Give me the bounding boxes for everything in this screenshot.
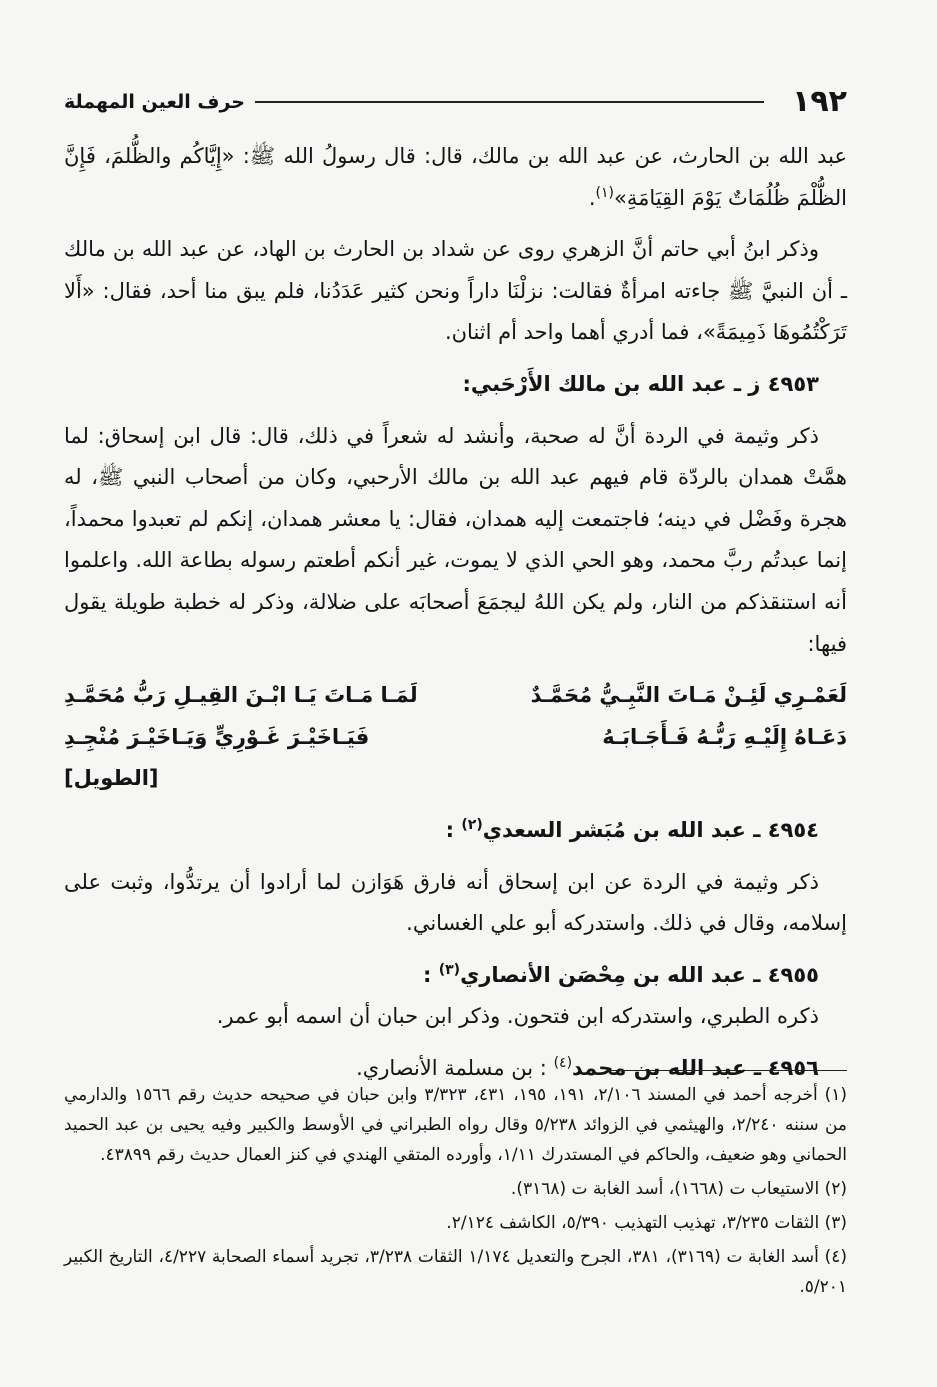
entry-title: ز ـ عبد الله بن مالك الأَرْحَبي: — [462, 371, 761, 396]
page-number: ١٩٢ — [792, 84, 847, 119]
footnote: (٢) الاستيعاب ت (١٦٦٨)، أسد الغابة ت (٣١٦٨). — [510, 1179, 847, 1199]
footnote: (٣) الثقات ٣/٢٣٥، تهذيب التهذيب ٥/٣٩٠، الكاشف ٢/١٢٤. — [446, 1213, 847, 1233]
running-head: حرف العين المهملة — [64, 90, 245, 113]
page-header — [64, 84, 847, 119]
header-rule — [255, 101, 764, 103]
entry-title: ـ عبد الله بن مُبَشر السعدي — [482, 817, 761, 842]
verse-first-hemistich: دَعَـاهُ إِلَيْـهِ رَبُّـهُ فَـأَجَـابَـهُ — [602, 724, 847, 749]
entry-heading: ٤٩٥٤ ـ عبد الله بن مُبَشر السعدي$^{(٢)}$ : — [445, 816, 819, 842]
verse-second-hemistich: لَمَـا مَـاتَ يَـا ابْـنَ القِيـلِ رَبُّ مُحَمَّـدِ — [64, 683, 418, 708]
footnote: (٤) أسد الغابة ت (٣١٦٩)، ٣٨١، الجرح والتعديل ١/١٧٤ الثقات ٣/٢٣٨، تجريد أسماء الصحابة ٤/٢٢٧، التاريخ الكبير ٥/٢٠١. — [64, 1247, 848, 1297]
poem — [64, 675, 847, 758]
entry-number: ٤٩٥٤ — [767, 817, 819, 842]
footnote-ref: (٤) — [553, 1054, 573, 1071]
entry-title: ـ عبد الله بن محمد — [572, 1055, 762, 1080]
paragraph: وذكر ابنُ أبي حاتم أنَّ الزهري روى عن شداد بن الحارث بن الهاد، عن عبد الله بن مالك ـ أن النبيَّ ﷺ جاءته امرأةٌ فقالت: نزلْنَا داراً ونحن كثير عَدَدُنا، فلم يبق منا أحد، فقال: «أَلا تَرَكْتُمُوهَا ذَمِيمَةً»، فما أدري أهما واحد أم اثنان. — [64, 237, 847, 345]
entry-heading — [64, 364, 847, 406]
entry-number: ٤٩٥٦ — [767, 1055, 819, 1080]
verse-first-hemistich: لَعَمْـرِي لَئِـنْ مَـاتَ النَّبِـيُّ مُحَمَّـدٌ — [530, 683, 847, 708]
footnote-ref: (٢) — [461, 816, 483, 833]
footnote-ref: (٣) — [438, 961, 461, 978]
paragraph: ذكر وثيمة في الردة عن ابن إسحاق أنه فارق هَوَازن لما أرادوا أن يرتدُّوا، وثبت على إسلامه، وقال في ذلك. واستدركه أبو علي الغساني. — [64, 869, 847, 936]
entry-heading: ٤٩٥٥ ـ عبد الله بن مِحْصَن الأنصاري$^{(٣)}$ : — [423, 961, 819, 987]
entry-heading: ٤٩٥٦ ـ عبد الله بن محمد$^{(٤)}$ : بن مسلمة الأنصاري. — [356, 1054, 819, 1080]
main-text — [64, 136, 847, 1099]
paragraph: ذكر وثيمة في الردة أنَّ له صحبة، وأنشد له شعراً في ذلك، قال: قال ابن إسحاق: لما همَّتْ همدان بالردّة قام فيهم عبد الله بن مالك الأرحبي، وكان من أصحاب النبي ﷺ، له هجرة وفَضْل في دينه؛ فاجتمعت إليه همدان، فقال: يا معشر همدان، إنكم لم تعبدوا محمداً، إنما عبدتُم ربَّ محمد، وهو الحي الذي لا يموت، غير أنكم أطعتم رسوله بطاعة الله. واعلموا أنه استنقذكم من النار، ولم يكن اللهُ ليجمَعَ أصحابَه على ضلالة، وذكر له خطبة طويلة يقول فيها: — [64, 423, 847, 656]
entry-number: ٤٩٥٥ — [767, 962, 819, 987]
paragraph: ذكره الطبري، واستدركه ابن فتحون. وذكر ابن حبان أن اسمه أبو عمر. — [216, 1004, 819, 1029]
footnote-ref: (١) — [595, 184, 614, 201]
verse-second-hemistich: فَيَـاخَيْـرَ غَـوْرِيٍّ وَيَـاخَيْـرَ مُنْجِـدِ — [64, 724, 370, 749]
footnotes — [64, 1080, 847, 1306]
entry-title: ـ عبد الله بن مِحْصَن الأنصاري — [460, 962, 761, 987]
entry-number: ٤٩٥٣ — [767, 371, 819, 396]
footnote-separator — [607, 1070, 847, 1071]
footnote: (١) أخرجه أحمد في المسند ٢/١٠٦، ١٩١، ١٩٥، ٤٣١، ٣/٣٢٣ وابن حبان في صحيحه حديث رقم ١٥٦٦ والدارمي من سننه ٢/٢٤٠، والهيثمي في الزوائد ٥/٢٣٨ وقال رواه الطبراني في الأوسط والكبير وفيه يحيى بن عبد الحميد الحماني وهو ضعيف، والحاكم في المستدرك ١/١١، وأورده المتقي الهندي في كنز العمال حديث رقم ٤٣٨٩٩. — [64, 1085, 848, 1165]
poem-meter: [الطويل] — [64, 766, 159, 791]
paragraph: عبد الله بن الحارث، عن عبد الله بن مالك، قال: قال رسولُ الله ﷺ: «إِيَّاكُم والظُّلمَ، فَإِنَّ الظُّلْمَ ظُلُمَاتٌ يَوْمَ القِيَامَةِ»$^{(١)}$. — [64, 144, 847, 210]
